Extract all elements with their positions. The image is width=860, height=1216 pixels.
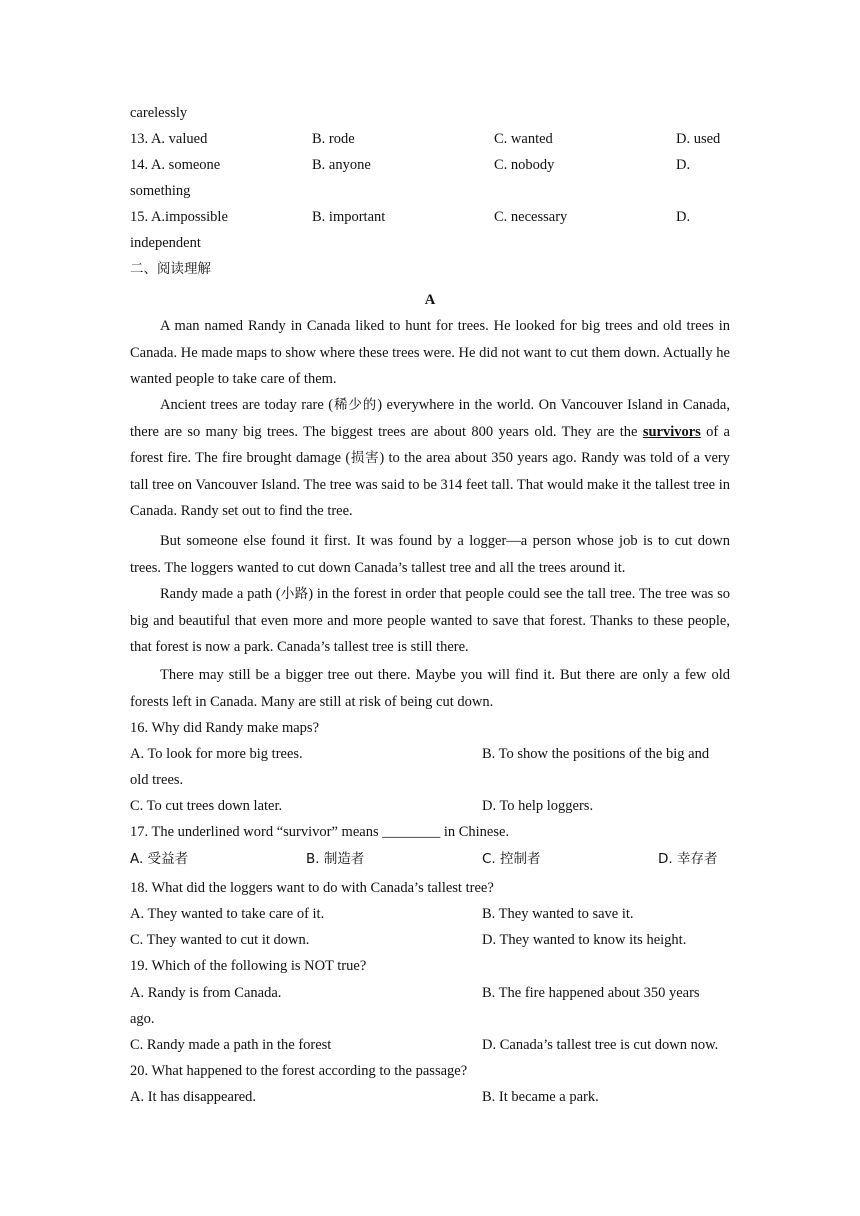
q17-option-c: C. 控制者 [482,851,541,867]
q15-option-b: B. important [312,209,386,225]
passage-letter: A [424,292,436,308]
passage-paragraph-1: A man named Randy in Canada liked to hunt for trees. He looked for big trees and old trees in Canada. He made maps to show where these trees were. He did not want to cut them down. Actually he wanted people to take care of them. [130,318,730,387]
q13-option-d: D. used [676,131,721,147]
q14-option-a: 14. A. someone [130,157,221,173]
q14-tail: something [130,183,191,199]
q13-option-a: 13. A. valued [130,131,208,147]
q17-option-a: A. 受益者 [130,851,189,867]
underlined-word-survivors: survivors [642,423,701,440]
passage-paragraph-5: There may still be a bigger tree out there. Maybe you will find it. But there are only a few old forests left in Canada. Many are still at risk of being cut down. [130,667,730,710]
q15-option-a: 15. A.impossible [130,209,228,225]
q15-tail: independent [130,235,201,251]
q14-option-c: C. nobody [494,157,555,173]
q18-option-b: B. They wanted to save it. [482,906,634,922]
q16-option-b: B. To show the positions of the big and [482,746,710,762]
section-title: 二、阅读理解 [130,261,211,277]
q19-option-c: C. Randy made a path in the forest [130,1037,332,1053]
passage-paragraph-3: But someone else found it first. It was found by a logger—a person whose job is to cut down trees. The loggers wanted to cut down Canada’s tallest tree and all the trees around it. [130,533,730,576]
q16-stem: 16. Why did Randy make maps? [130,720,320,736]
q14-option-d: D. [676,157,691,173]
q18-option-d: D. They wanted to know its height. [482,932,687,948]
q16-option-c: C. To cut trees down later. [130,798,283,814]
q17-stem: 17. The underlined word “survivor” means ________ in Chinese. [130,824,510,840]
q15-option-c: C. necessary [494,209,568,225]
q18-option-a: A. They wanted to take care of it. [130,906,325,922]
q17-option-b: B. 制造者 [306,851,365,867]
q16-option-d: D. To help loggers. [482,798,594,814]
q12-tail: carelessly [130,105,188,121]
q19-option-a: A. Randy is from Canada. [130,985,282,1001]
q15-option-d: D. [676,209,691,225]
q19-stem: 19. Which of the following is NOT true? [130,958,367,974]
q18-stem: 18. What did the loggers want to do with Canada’s tallest tree? [130,880,494,896]
q13-option-b: B. rode [312,131,355,147]
passage-paragraph-2: Ancient trees are today rare (稀少的) everywhere in the world. On Vancouver Island in Canada, there are so many big trees. The biggest trees are about 800 years old. They are the survivors of a forest fire. The fire brought damage (损害) to the area about 350 years ago. Randy was told of a very tall tree on Vancouver Island. The tree was said to be 314 feet tall. That would make it the tallest tree in Canada. Randy set out to find the tree. [130,397,731,519]
q19-option-b-tail: ago. [130,1011,155,1027]
q14-option-b: B. anyone [312,157,371,173]
passage-paragraph-4: Randy made a path (小路) in the forest in order that people could see the tall tree. The tree was so big and beautiful that even more and more people wanted to save that forest. Thanks to these people, that forest is now a park. Canada’s tallest tree is still there. [130,586,731,655]
q17-option-d: D. 幸存者 [658,851,718,867]
q20-option-b: B. It became a park. [482,1089,599,1105]
q19-option-b: B. The fire happened about 350 years [482,985,700,1001]
q16-option-b-tail: old trees. [130,772,184,788]
q13-option-c: C. wanted [494,131,553,147]
q20-option-a: A. It has disappeared. [130,1089,257,1105]
q18-option-c: C. They wanted to cut it down. [130,932,310,948]
q20-stem: 20. What happened to the forest according to the passage? [130,1063,468,1079]
q19-option-d: D. Canada’s tallest tree is cut down now. [482,1037,719,1053]
q16-option-a: A. To look for more big trees. [130,746,303,762]
